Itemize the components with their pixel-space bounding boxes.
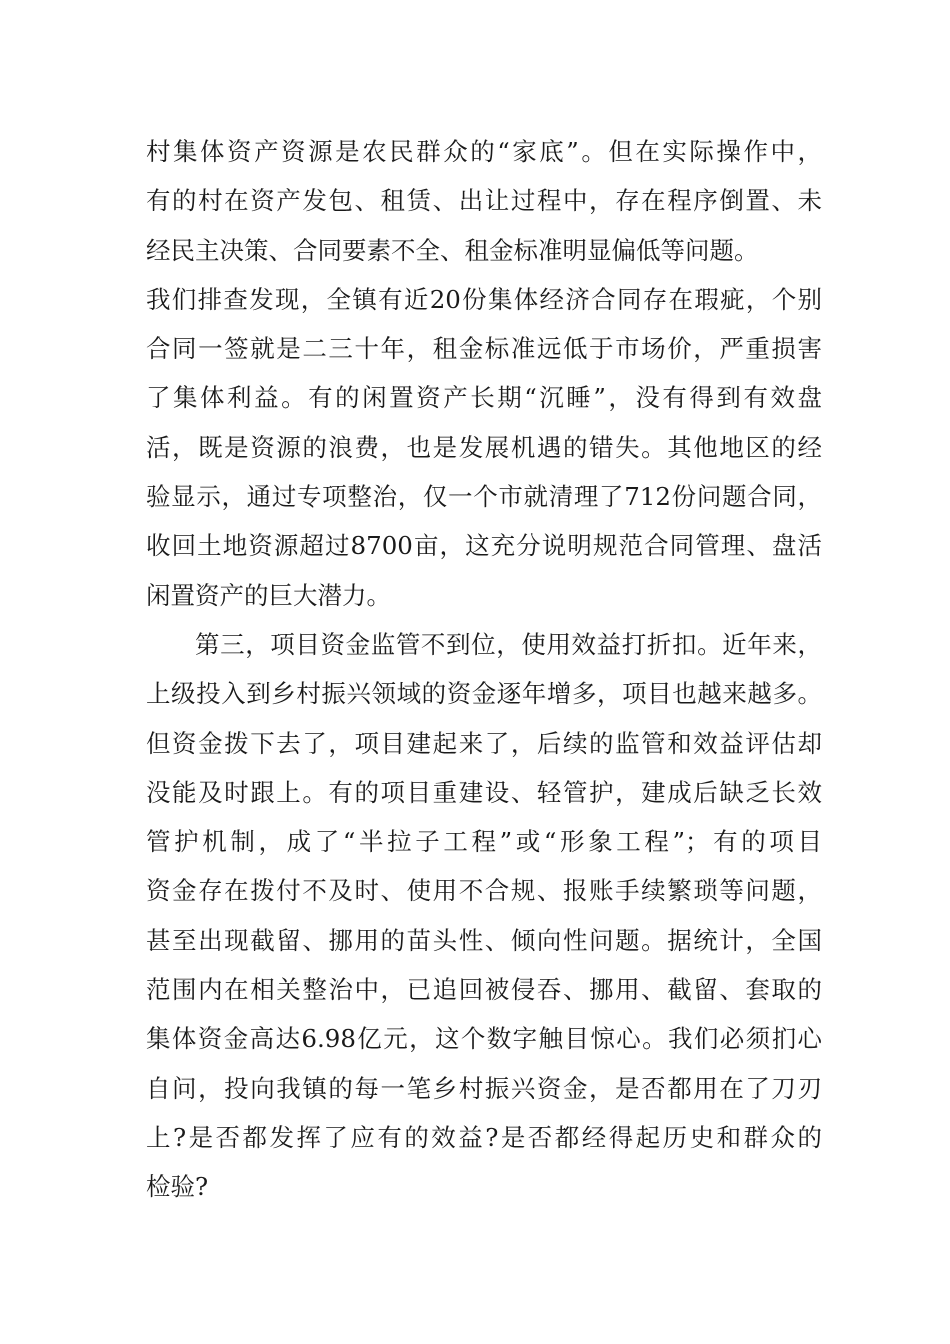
text-line: 村集体资产资源是农民群众的“家底”。但在实际操作中，	[146, 137, 822, 166]
text-line: 闲置资产的巨大潜力。	[146, 580, 391, 610]
text-line: 经民主决策、合同要素不全、租金标准明显偏低等问题。	[146, 235, 759, 265]
text-line: 上级投入到乡村振兴领域的资金逐年增多，项目也越来越多。	[146, 679, 822, 709]
text-line: 管护机制，成了“半拉子工程”或“形象工程”；有的项目	[146, 827, 822, 857]
text-line: 没能及时跟上。有的项目重建设、轻管护，建成后缺乏长效	[146, 777, 822, 807]
text-line: 第三，项目资金监管不到位，使用效益打折扣。近年来，	[195, 629, 822, 659]
text-line: 收回土地资源超过8700亩，这充分说明规范合同管理、盘活	[146, 531, 822, 561]
text-line: 了集体利益。有的闲置资产长期“沉睡”，没有得到有效盘	[146, 383, 822, 413]
paragraph-1	[146, 127, 822, 620]
text-line: 我们排查发现，全镇有近20份集体经济合同存在瑕疵，个别	[146, 284, 822, 314]
text-line: 合同一签就是二三十年，租金标准远低于市场价，严重损害	[146, 334, 822, 364]
document-body	[146, 127, 822, 1212]
text-line: 有的村在资产发包、租赁、出让过程中，存在程序倒置、未	[146, 186, 822, 216]
text-line: 活，既是资源的浪费，也是发展机遇的错失。其他地区的经	[146, 432, 822, 462]
paragraph-2	[146, 620, 822, 1212]
text-line: 资金存在拨付不及时、使用不合规、报账手续繁琐等问题，	[146, 876, 822, 906]
text-line: 自问，投向我镇的每一笔乡村振兴资金，是否都用在了刀刃	[146, 1073, 822, 1103]
text-line: 验显示，通过专项整治，仅一个市就清理了712份问题合同，	[146, 482, 822, 512]
text-line: 检验?	[146, 1172, 209, 1202]
text-line: 但资金拨下去了，项目建起来了，后续的监管和效益评估却	[146, 728, 822, 758]
text-line: 集体资金高达6.98亿元，这个数字触目惊心。我们必须扪心	[146, 1024, 822, 1054]
text-line: 上?是否都发挥了应有的效益?是否都经得起历史和群众的	[146, 1122, 822, 1152]
text-line: 甚至出现截留、挪用的苗头性、倾向性问题。据统计，全国	[146, 925, 822, 955]
text-line: 范围内在相关整治中，已追回被侵吞、挪用、截留、套取的	[146, 975, 822, 1005]
